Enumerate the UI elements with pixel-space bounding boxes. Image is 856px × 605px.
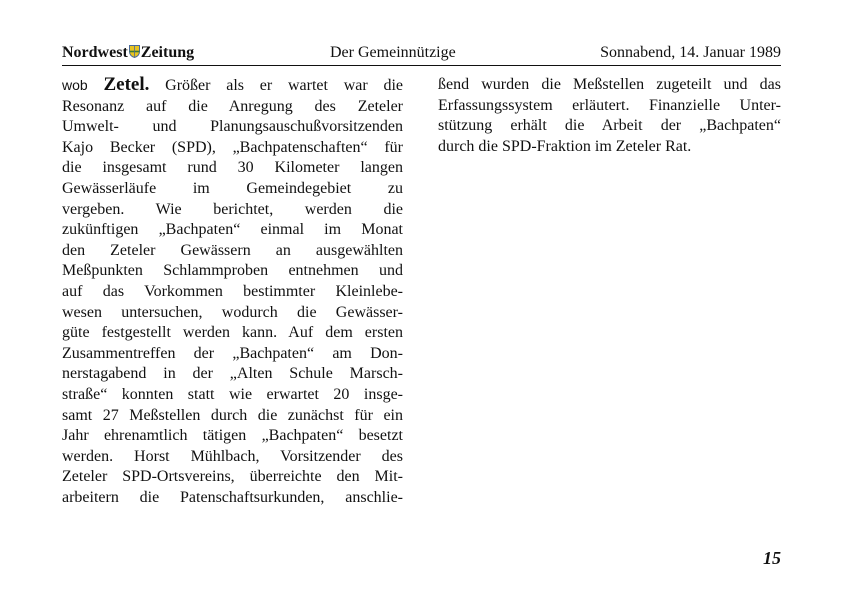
article-line: arbeitern die Patenschaftsurkunden, anschlie- [62,488,403,506]
article-line: Zeteler SPD-Ortsvereins, überreichte den Mit- [62,468,403,486]
page-header [62,44,781,66]
article-line: wesen untersuchen, wodurch die Gewässer- [62,303,403,321]
article-line: güte festgestellt werden kann. Auf dem ersten [62,324,403,342]
article-line: Zusammentreffen der „Bachpaten“ am Don- [62,344,403,362]
byline: wob [62,77,88,93]
article-line: Meßpunkten Schlammproben entnehmen und [62,262,403,280]
article-line: Kajo Becker (SPD), „Bachpatenschaften“ für [62,138,403,156]
header-rule [62,65,781,66]
article-line: Gewässerläufe im Gemeindegebiet zu [62,179,403,197]
article-line: straße“ konnten statt wie erwartet 20 insge- [62,385,403,403]
article-line: Resonanz auf die Anregung des Zeteler [62,97,403,115]
newspaper-name-right: Zeitung [140,44,195,61]
article-line: den Zeteler Gewässern an ausgewählten [62,241,403,259]
newspaper-name-left: Nordwest [62,44,128,61]
article-line: zukünftigen „Bachpaten“ einmal im Monat [62,221,403,239]
article-line: stützung erhält die Arbeit der „Bachpaten“ [438,117,781,135]
page-number: 15 [763,548,781,568]
article-column-2 [438,75,781,157]
section-title: Der Gemeinnützige [330,44,456,61]
article-line: samt 27 Meßstellen durch die zunächst für ein [62,406,403,424]
article-line: nerstagabend in der „Alten Schule Marsch- [62,365,403,383]
article-line: werden. Horst Mühlbach, Vorsitzender des [62,447,403,465]
coat-of-arms-icon [129,45,140,63]
article-column-1 [62,75,403,508]
article-line: auf das Vorkommen bestimmter Kleinlebe- [62,282,403,300]
article-line: Erfassungssystem erläutert. Finanzielle Unter- [438,96,781,114]
article-line: ßend wurden die Meßstellen zugeteilt und das [438,76,781,93]
article-line-text: Größer als er wartet war die [149,77,404,94]
article-line: die insgesamt rund 30 Kilometer langen [62,159,403,177]
article-line [62,75,403,97]
article-line: Umwelt- und Planungsauschußvorsitzenden [62,118,403,136]
article-line: durch die SPD-Fraktion im Zeteler Rat. [438,137,692,155]
article-line: vergeben. Wie berichtet, werden die [62,200,403,218]
newspaper-name [62,44,194,63]
issue-date: Sonnabend, 14. Januar 1989 [600,44,781,61]
dateline: Zetel. [103,74,150,95]
article-line: Jahr ehrenamtlich tätigen „Bachpaten“ besetzt [62,427,403,445]
